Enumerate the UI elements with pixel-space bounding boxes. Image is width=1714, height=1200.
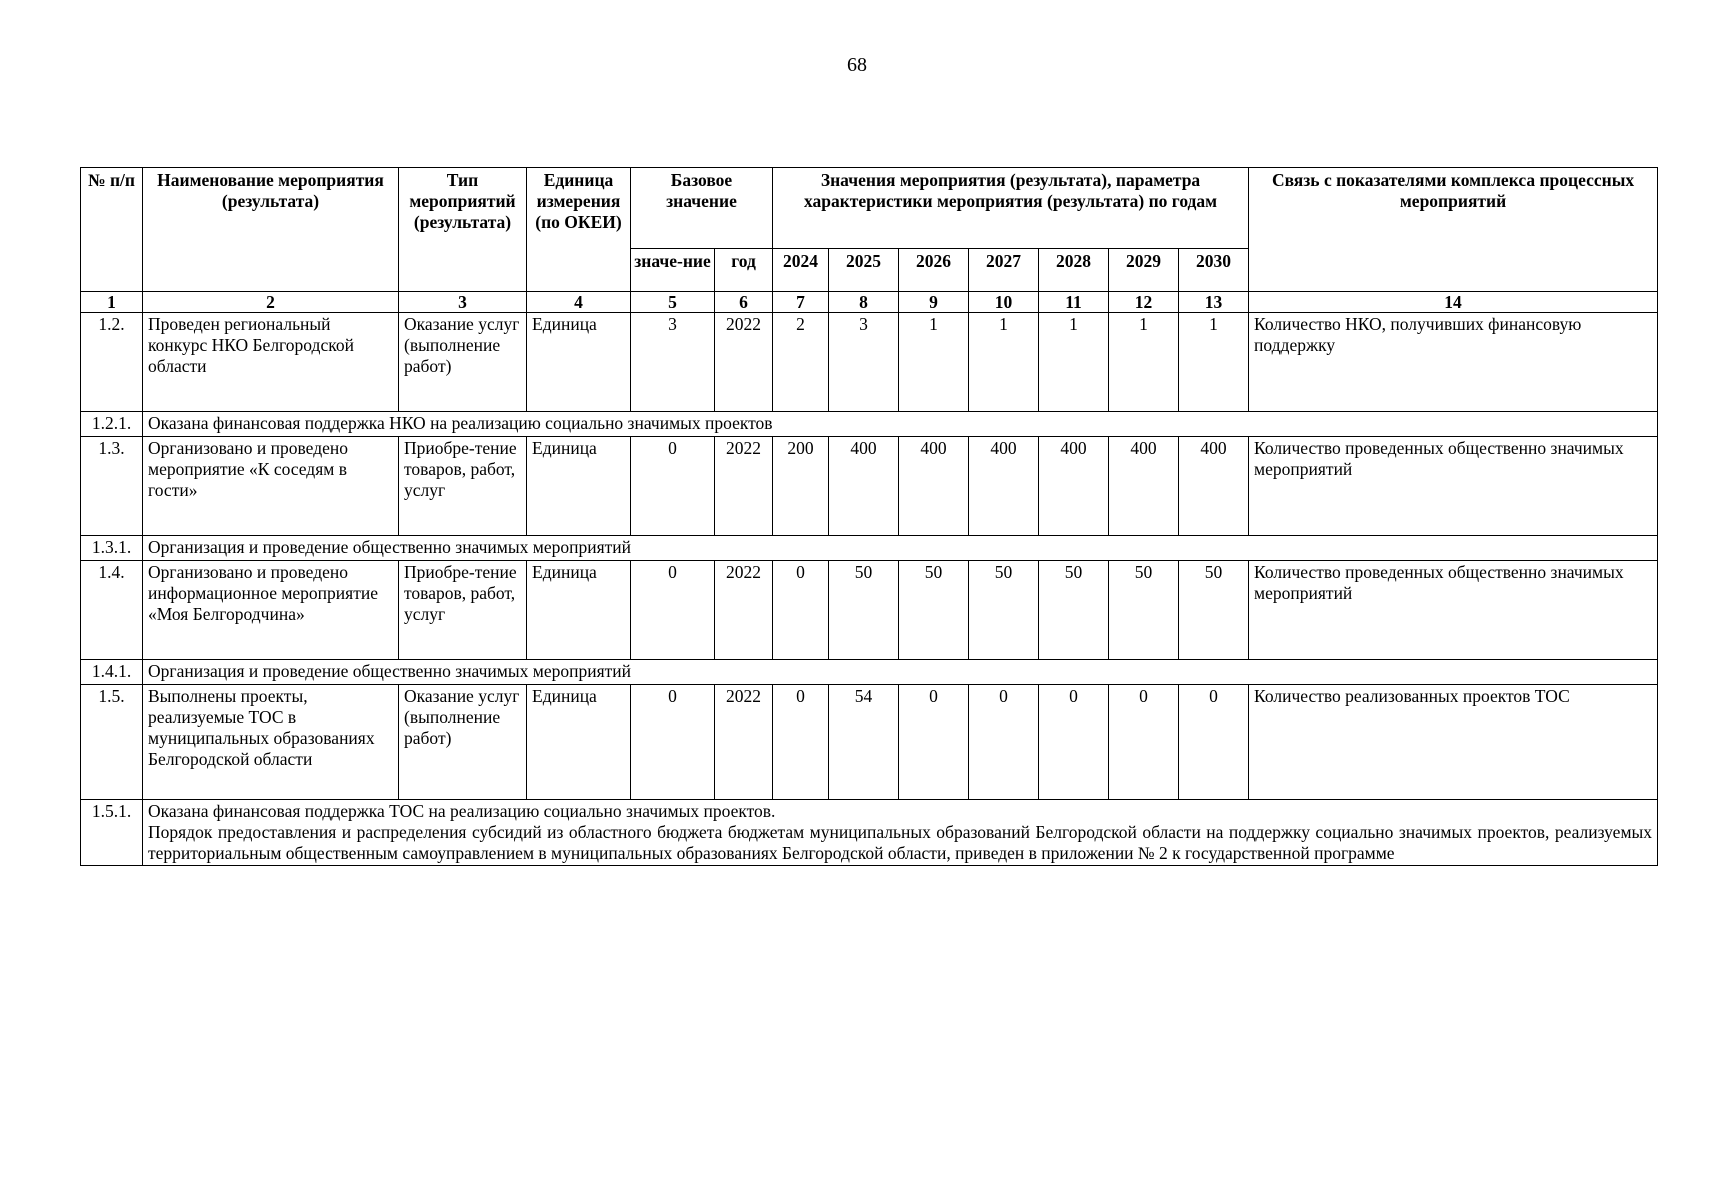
row-base-year: 2022: [715, 437, 773, 536]
row-name: Выполнены проекты, реализуемые ТОС в муниципальных образованиях Белгородской области: [143, 685, 399, 800]
subrow-num: 1.3.1.: [81, 536, 143, 561]
row-year-value: 50: [1039, 561, 1109, 660]
subrow-text: Оказана финансовая поддержка ТОС на реализацию социально значимых проектов.: [148, 801, 776, 821]
row-unit: Единица: [527, 437, 631, 536]
table-subrow: [81, 800, 1658, 866]
row-unit: Единица: [527, 561, 631, 660]
column-number: 11: [1039, 292, 1109, 313]
column-number: 8: [829, 292, 899, 313]
subrow-num: 1.5.1.: [81, 800, 143, 866]
header-year: 2028: [1039, 249, 1109, 292]
row-year-value: 50: [1109, 561, 1179, 660]
subrow-text-block: [143, 800, 1658, 866]
column-number: 10: [969, 292, 1039, 313]
row-unit: Единица: [527, 685, 631, 800]
row-type: Оказание услуг (выполнение работ): [399, 685, 527, 800]
row-base-value: 0: [631, 437, 715, 536]
subrow-num: 1.4.1.: [81, 660, 143, 685]
row-num: 1.3.: [81, 437, 143, 536]
row-link: Количество проведенных общественно значимых мероприятий: [1249, 437, 1658, 536]
row-year-value: 1: [1109, 313, 1179, 412]
row-name: Организовано и проведено мероприятие «К соседям в гости»: [143, 437, 399, 536]
header-type: Тип мероприятий (результата): [399, 168, 527, 292]
row-year-value: 200: [773, 437, 829, 536]
row-year-value: 400: [899, 437, 969, 536]
row-year-value: 1: [1039, 313, 1109, 412]
header-row: [81, 168, 1658, 249]
column-number: 9: [899, 292, 969, 313]
subrow-text: Организация и проведение общественно значимых мероприятий: [143, 536, 1658, 561]
row-base-year: 2022: [715, 313, 773, 412]
header-base-year: год: [715, 249, 773, 292]
measures-table: [80, 167, 1658, 866]
header-values: Значения мероприятия (результата), параметра характеристики мероприятия (результата) по годам: [773, 168, 1249, 249]
column-number: 7: [773, 292, 829, 313]
row-base-value: 0: [631, 685, 715, 800]
row-base-year: 2022: [715, 685, 773, 800]
row-year-value: 400: [1109, 437, 1179, 536]
subrow-text: Организация и проведение общественно значимых мероприятий: [143, 660, 1658, 685]
row-year-value: 50: [969, 561, 1039, 660]
row-year-value: 1: [969, 313, 1039, 412]
row-year-value: 1: [899, 313, 969, 412]
page-number: 68: [847, 54, 867, 76]
column-number: 1: [81, 292, 143, 313]
column-number: 14: [1249, 292, 1658, 313]
column-number: 5: [631, 292, 715, 313]
row-base-year: 2022: [715, 561, 773, 660]
column-number: 12: [1109, 292, 1179, 313]
row-num: 1.2.: [81, 313, 143, 412]
row-year-value: 400: [1179, 437, 1249, 536]
row-year-value: 50: [1179, 561, 1249, 660]
row-year-value: 0: [773, 561, 829, 660]
column-number: 6: [715, 292, 773, 313]
header-year: 2024: [773, 249, 829, 292]
row-unit: Единица: [527, 313, 631, 412]
row-year-value: 0: [773, 685, 829, 800]
row-year-value: 400: [969, 437, 1039, 536]
row-year-value: 400: [829, 437, 899, 536]
header-year: 2026: [899, 249, 969, 292]
row-num: 1.4.: [81, 561, 143, 660]
row-year-value: 3: [829, 313, 899, 412]
row-link: Количество проведенных общественно значимых мероприятий: [1249, 561, 1658, 660]
row-year-value: 2: [773, 313, 829, 412]
row-year-value: 50: [829, 561, 899, 660]
header-year: 2029: [1109, 249, 1179, 292]
header-base: Базовое значение: [631, 168, 773, 249]
row-link: Количество НКО, получивших финансовую поддержку: [1249, 313, 1658, 412]
row-type: Приобре-тение товаров, работ, услуг: [399, 561, 527, 660]
header-year: 2027: [969, 249, 1039, 292]
row-year-value: 0: [1109, 685, 1179, 800]
row-base-value: 0: [631, 561, 715, 660]
table-row: [81, 561, 1658, 660]
table-row: [81, 313, 1658, 412]
table-subrow: [81, 536, 1658, 561]
column-number: 3: [399, 292, 527, 313]
column-numbers-row: [81, 292, 1658, 313]
row-type: Оказание услуг (выполнение работ): [399, 313, 527, 412]
table-subrow: [81, 660, 1658, 685]
subrow-num: 1.2.1.: [81, 412, 143, 437]
row-year-value: 1: [1179, 313, 1249, 412]
row-num: 1.5.: [81, 685, 143, 800]
row-year-value: 0: [1179, 685, 1249, 800]
header-num: № п/п: [81, 168, 143, 292]
row-base-value: 3: [631, 313, 715, 412]
header-link: Связь с показателями комплекса процессных мероприятий: [1249, 168, 1658, 292]
header-base-value: значе-ние: [631, 249, 715, 292]
subrow-text-note: Порядок предоставления и распределения субсидий из областного бюджета бюджетам муниципальных образований Белгородской области на поддержку социально значимых проектов, реализуемых территориальным общественным самоуправлением в муниципальных образованиях Белгородской области, приведен в приложении № 2 к государственной программе: [148, 822, 1653, 863]
table-row: [81, 685, 1658, 800]
row-year-value: 50: [899, 561, 969, 660]
row-year-value: 0: [969, 685, 1039, 800]
header-name: Наименование мероприятия (результата): [143, 168, 399, 292]
column-number: 2: [143, 292, 399, 313]
row-year-value: 54: [829, 685, 899, 800]
row-link: Количество реализованных проектов ТОС: [1249, 685, 1658, 800]
header-year: 2025: [829, 249, 899, 292]
row-type: Приобре-тение товаров, работ, услуг: [399, 437, 527, 536]
column-number: 4: [527, 292, 631, 313]
row-name: Проведен региональный конкурс НКО Белгородской области: [143, 313, 399, 412]
row-year-value: 0: [899, 685, 969, 800]
row-year-value: 400: [1039, 437, 1109, 536]
row-year-value: 0: [1039, 685, 1109, 800]
table-row: [81, 437, 1658, 536]
header-year: 2030: [1179, 249, 1249, 292]
row-name: Организовано и проведено информационное мероприятие «Моя Белгородчина»: [143, 561, 399, 660]
table-subrow: [81, 412, 1658, 437]
subrow-text: Оказана финансовая поддержка НКО на реализацию социально значимых проектов: [143, 412, 1658, 437]
column-number: 13: [1179, 292, 1249, 313]
header-unit: Единица измерения (по ОКЕИ): [527, 168, 631, 292]
